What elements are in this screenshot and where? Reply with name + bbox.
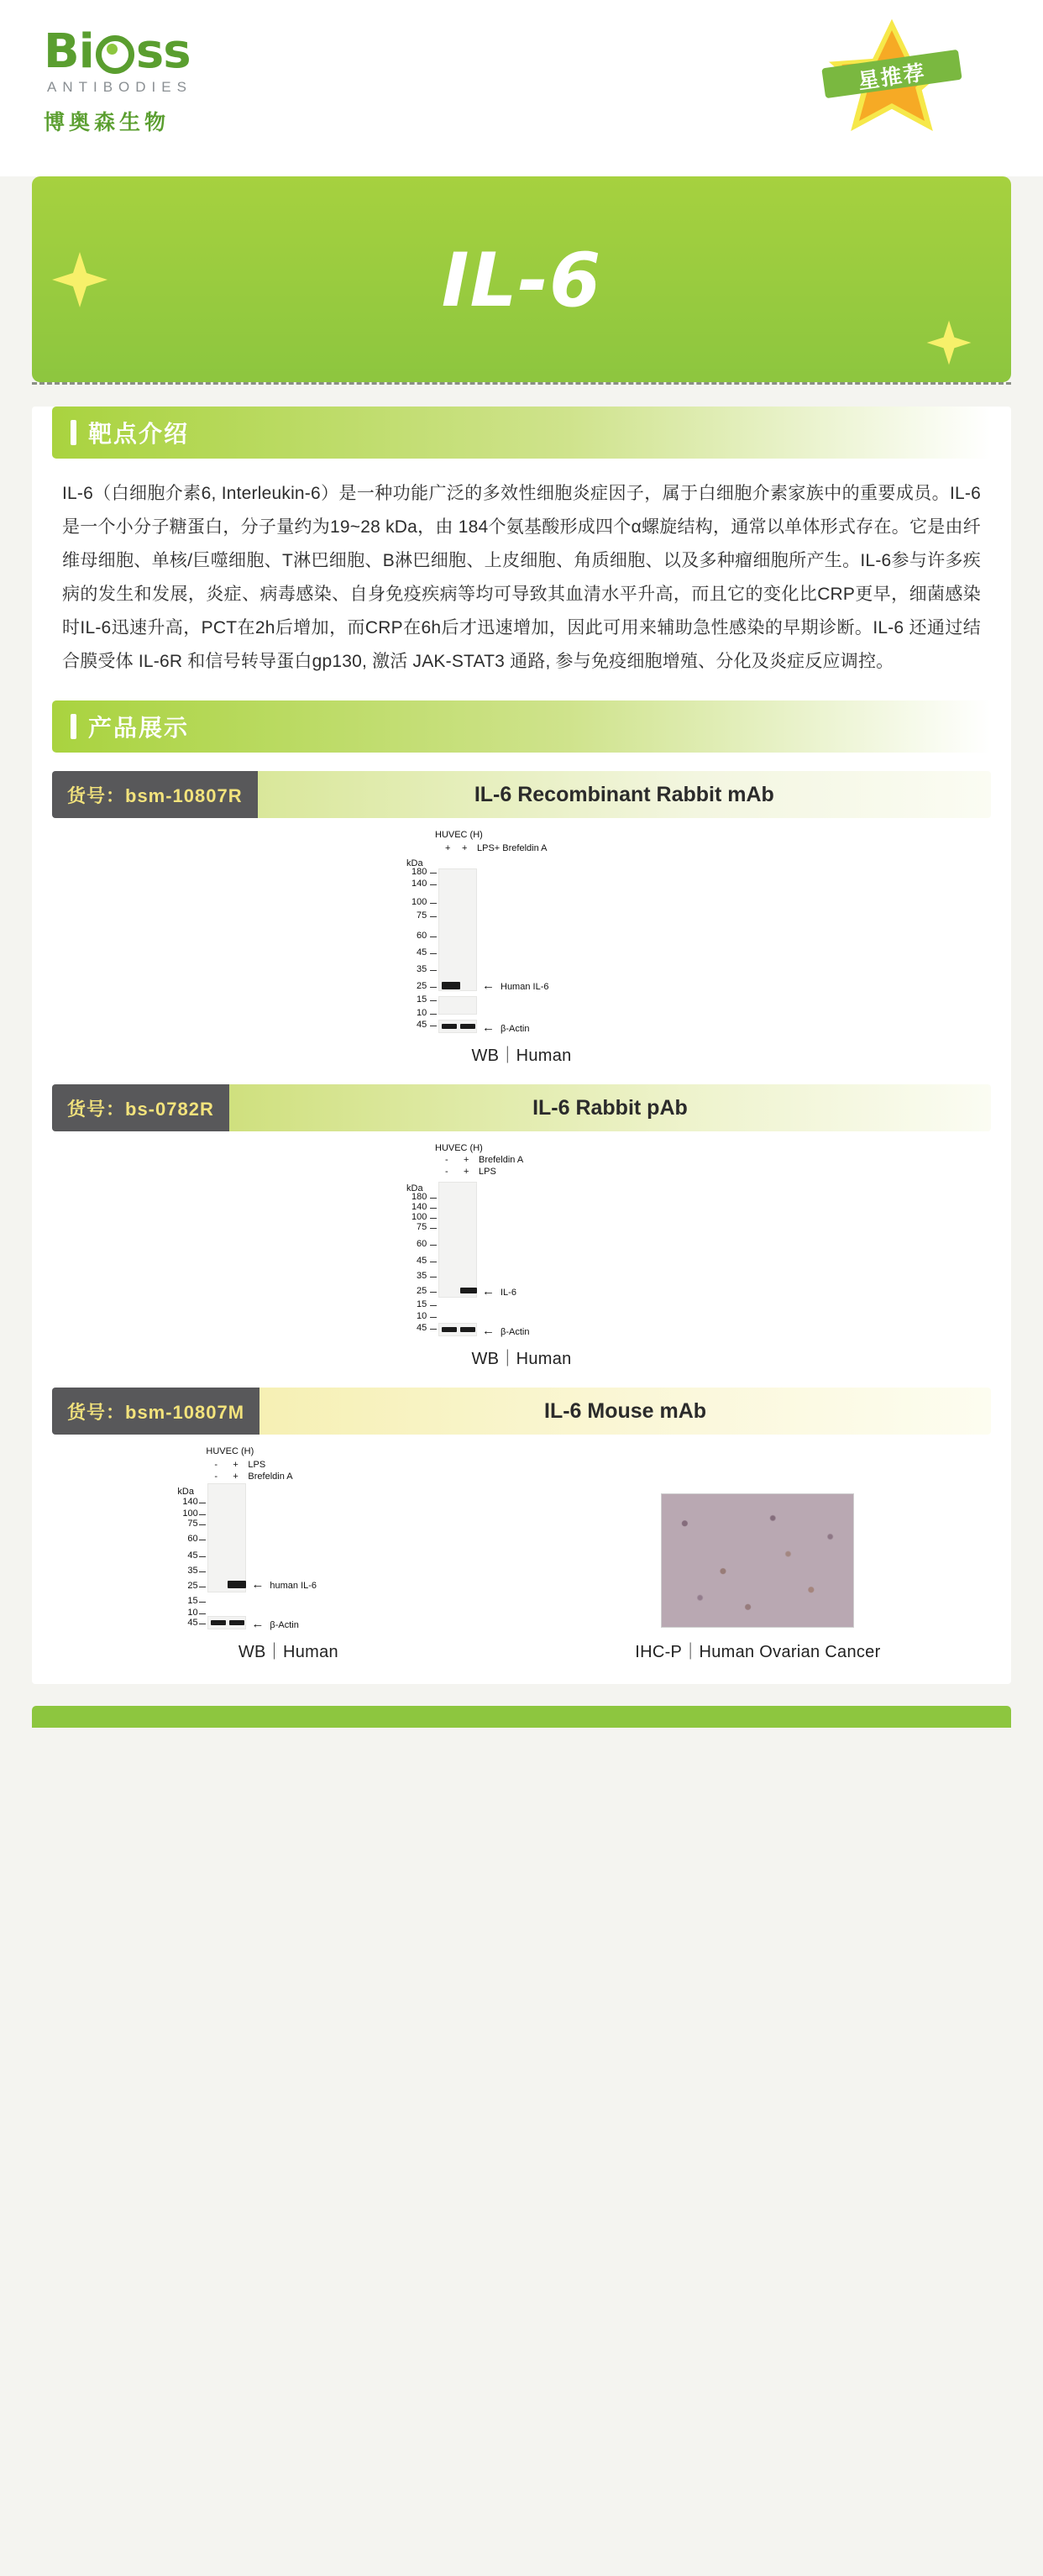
wb-tick (430, 970, 437, 971)
ihc-image (661, 1493, 854, 1628)
wb-tick (430, 884, 437, 885)
wb-marker: 45 (187, 1618, 198, 1628)
figure-caption: WB｜Human (471, 1047, 572, 1065)
wb-band-label: human IL-6 (270, 1581, 317, 1591)
figure-ihc (635, 1493, 880, 1662)
wb-cellline-label: HUVEC (H) (435, 830, 483, 840)
wb-tick (430, 1277, 437, 1278)
wb-tick (430, 1245, 437, 1246)
wb-tick (430, 1317, 437, 1318)
wb-tick (430, 953, 437, 954)
dashed-divider (32, 382, 1011, 385)
wb-marker: 100 (411, 1212, 427, 1222)
star-recommend-badge (808, 8, 976, 134)
wb-band-target (442, 982, 460, 989)
logo-subtitle: ANTIBODIES (47, 79, 192, 95)
wb-marker: 180 (411, 867, 427, 877)
section-title-product-show: 产品展示 (88, 715, 190, 741)
wb-marker: 25 (417, 1286, 427, 1296)
section-accent-bar (71, 714, 76, 739)
wb-marker: 15 (417, 994, 427, 1005)
wb-tick (430, 936, 437, 937)
wb-tick (430, 987, 437, 988)
wb-sign: - (214, 1472, 218, 1482)
bottom-green-bar (32, 1706, 1011, 1728)
wb-marker: 15 (417, 1299, 427, 1309)
wb-marker: 25 (417, 981, 427, 991)
wb-sign: - (445, 1155, 448, 1165)
wb-band-actin (442, 1024, 457, 1029)
wb-sign: + (462, 843, 468, 853)
wb-tick (199, 1556, 206, 1557)
wb-band-label: β-Actin (270, 1620, 299, 1630)
western-blot-image (383, 830, 660, 1035)
wb-tick (199, 1524, 206, 1525)
section-accent-bar (71, 420, 76, 445)
wb-sign: + (464, 1155, 469, 1165)
product-code: 货号：bs-0782R (52, 1084, 229, 1131)
title-banner (32, 176, 1011, 382)
wb-treatment-label: Brefeldin A (479, 1155, 524, 1165)
figure-wb (383, 1143, 660, 1369)
wb-sign: + (445, 843, 451, 853)
wb-band-actin (211, 1620, 226, 1625)
product-block (52, 1084, 991, 1369)
wb-lane (207, 1483, 246, 1592)
wb-marker: 75 (417, 910, 427, 921)
wb-arrow-icon: ← (482, 1324, 495, 1338)
wb-marker: 100 (411, 897, 427, 907)
wb-marker: 140 (411, 879, 427, 889)
figure-wb (383, 830, 660, 1066)
wb-marker: 60 (417, 1239, 427, 1249)
wb-marker: 45 (187, 1550, 198, 1561)
wb-marker: 75 (417, 1222, 427, 1232)
wb-arrow-icon: ← (482, 978, 495, 993)
wb-tick (199, 1571, 206, 1572)
western-blot-image (162, 1446, 414, 1631)
content-card (32, 407, 1011, 1684)
badge-label: 星推荐 (857, 60, 928, 94)
product-figures (52, 1435, 991, 1662)
wb-tick (430, 1000, 437, 1001)
product-code: 货号：bsm-10807R (52, 771, 258, 818)
wb-tick (430, 916, 437, 917)
wb-tick (430, 1198, 437, 1199)
product-header (52, 1084, 991, 1131)
sparkle-icon-small (925, 319, 972, 366)
wb-lane (438, 1182, 477, 1298)
wb-sign: + (233, 1460, 238, 1470)
wb-marker: 45 (417, 1020, 427, 1030)
wb-tick (199, 1613, 206, 1614)
product-name: IL-6 Recombinant Rabbit mAb (258, 771, 991, 818)
brand-logo (44, 24, 296, 136)
product-header (52, 1388, 991, 1435)
wb-marker: 45 (417, 1323, 427, 1333)
target-intro-paragraph: IL-6（白细胞介素6, Interleukin-6）是一种功能广泛的多效性细胞炎症因子，属于白细胞介素家族中的重要成员。IL-6是一个小分子糖蛋白，分子量约为19~28 kDa，由 184个氨基酸形成四个α螺旋结构，通常以单体形式存在。它是由纤维母细胞、单核/巨噬细胞、T淋巴细胞、B淋巴细胞、上皮细胞、角质细胞、以及多种瘤细胞所产生。IL-6参与许多疾病的发生和发展，炎症、病毒感染、自身免疫疾病等均可导致其血清水平升高，而且它的变化比CRP更早，细菌感染时IL-6迅速升高，PCT在2h后增加，而CRP在6h后才迅速增加，因此可用来辅助急性感染的早期诊断。IL-6 还通过结合膜受体 IL-6R 和信号转导蛋白gp130, 激活 JAK-STAT3 通路, 参与免疫细胞增殖、分化及炎症反应调控。 (62, 484, 981, 671)
wb-marker: 140 (411, 1202, 427, 1212)
wb-tick (430, 1014, 437, 1015)
wb-sign: - (445, 1167, 448, 1177)
wb-kda-label: kDa (177, 1487, 194, 1497)
wb-treatment-label: LPS (479, 1167, 496, 1177)
wb-marker: 75 (187, 1519, 198, 1529)
wb-marker: 140 (182, 1497, 198, 1507)
logo-text-right: ss (135, 24, 191, 79)
wb-lane-actin (438, 996, 477, 1015)
wb-tick (430, 1218, 437, 1219)
wb-marker: 10 (417, 1311, 427, 1321)
wb-lane (438, 868, 477, 991)
wb-treatment-label: LPS+ Brefeldin A (477, 843, 548, 853)
wb-marker: 45 (417, 947, 427, 957)
figure-wb (162, 1446, 414, 1662)
product-name: IL-6 Mouse mAb (259, 1388, 991, 1435)
wb-marker: 25 (187, 1581, 198, 1591)
logo-chinese-name: 博奥森生物 (44, 111, 170, 134)
wb-band-label: Human IL-6 (501, 982, 549, 992)
wb-marker: 35 (417, 1271, 427, 1281)
wb-band-label: β-Actin (501, 1024, 530, 1034)
product-code: 货号：bsm-10807M (52, 1388, 259, 1435)
page-title: IL-6 (441, 237, 602, 323)
wb-band-actin (442, 1327, 457, 1332)
wb-marker: 180 (411, 1192, 427, 1202)
wb-band-actin (460, 1327, 475, 1332)
wb-kda-label: kDa (406, 858, 423, 868)
wb-arrow-icon: ← (482, 1284, 495, 1298)
wb-tick (430, 1208, 437, 1209)
wb-marker: 45 (417, 1256, 427, 1266)
wb-marker: 10 (187, 1608, 198, 1618)
figure-caption: WB｜Human (471, 1350, 572, 1368)
wb-tick (430, 903, 437, 904)
wb-band-label: β-Actin (501, 1327, 530, 1337)
wb-treatment-label: Brefeldin A (248, 1472, 293, 1482)
product-name: IL-6 Rabbit pAb (229, 1084, 991, 1131)
wb-sign: + (464, 1167, 469, 1177)
wb-band-target (460, 1288, 477, 1293)
wb-tick (430, 1329, 437, 1330)
wb-tick (430, 873, 437, 874)
wb-band-actin (460, 1024, 475, 1029)
wb-sign: - (214, 1460, 218, 1470)
product-figures (52, 818, 991, 1066)
product-figures (52, 1131, 991, 1369)
wb-marker: 60 (417, 931, 427, 941)
wb-tick (430, 1305, 437, 1306)
wb-tick (430, 1292, 437, 1293)
figure-caption: WB｜Human (238, 1643, 338, 1661)
wb-band-actin (229, 1620, 244, 1625)
section-title-target-intro: 靶点介绍 (88, 421, 190, 447)
wb-sign: + (233, 1472, 238, 1482)
product-header (52, 771, 991, 818)
wb-marker: 100 (182, 1508, 198, 1519)
wb-band-target (228, 1581, 246, 1588)
wb-marker: 35 (417, 964, 427, 974)
page-header (0, 0, 1043, 176)
section-header-target-intro (52, 407, 991, 459)
wb-arrow-icon: ← (251, 1577, 265, 1592)
section-header-product-show (52, 700, 991, 753)
wb-band-label: IL-6 (501, 1288, 516, 1298)
western-blot-image (383, 1143, 660, 1338)
wb-marker: 10 (417, 1008, 427, 1018)
wb-cellline-label: HUVEC (H) (206, 1446, 254, 1456)
wb-tick (430, 1228, 437, 1229)
wb-tick (199, 1602, 206, 1603)
wb-marker: 35 (187, 1566, 198, 1576)
wb-cellline-label: HUVEC (H) (435, 1143, 483, 1153)
wb-marker: 15 (187, 1596, 198, 1606)
product-block (52, 771, 991, 1066)
logo-text-left: Bi (44, 24, 94, 79)
figure-caption: IHC-P｜Human Ovarian Cancer (635, 1643, 881, 1661)
wb-arrow-icon: ← (251, 1617, 265, 1631)
wb-arrow-icon: ← (482, 1020, 495, 1035)
wb-treatment-label: LPS (248, 1460, 266, 1470)
wb-tick (199, 1514, 206, 1515)
logo-wordmark (44, 24, 296, 79)
logo-o-icon (96, 35, 134, 74)
wb-kda-label: kDa (406, 1183, 423, 1194)
wb-marker: 60 (187, 1534, 198, 1544)
product-block (52, 1388, 991, 1662)
